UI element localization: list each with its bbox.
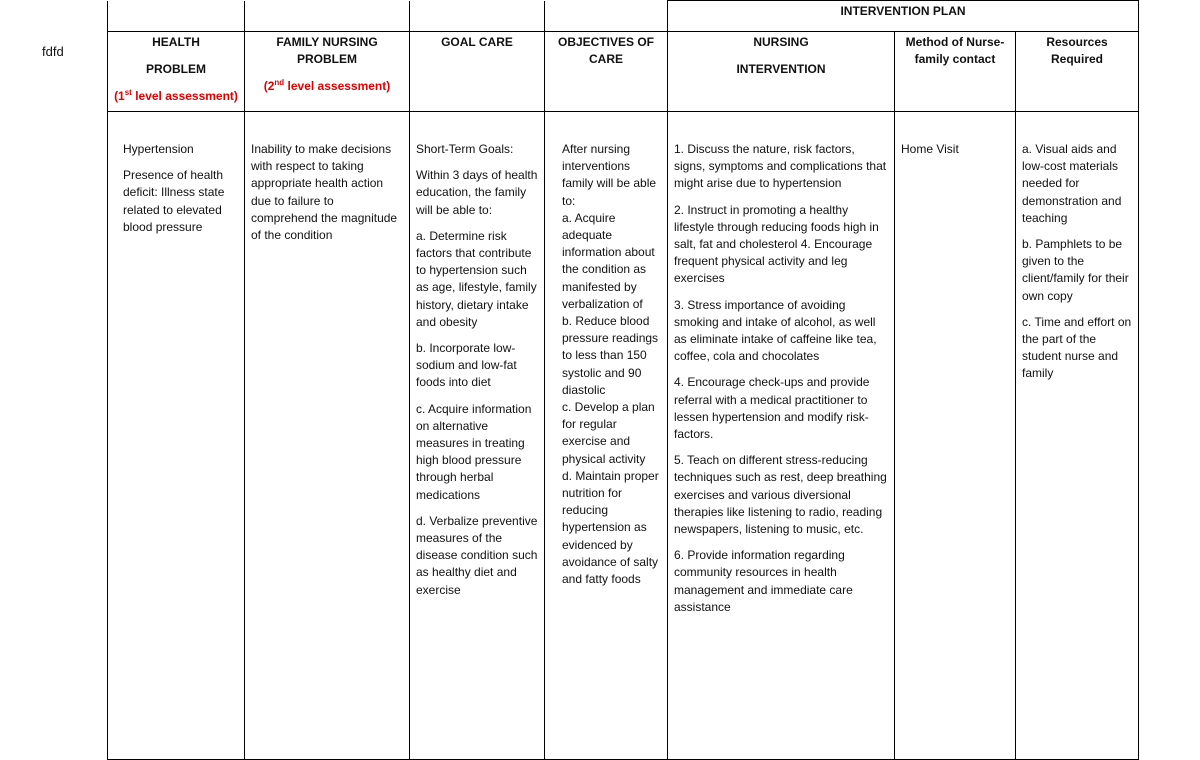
care-plan-table — [107, 0, 1139, 760]
header-cell-empty — [410, 1, 545, 32]
cell-paragraph: 2. Instruct in promoting a healthy lifestyle through reducing foods high in salt, fat and cholesterol 4. Encourage frequent physical activity and leg exercises — [674, 202, 879, 286]
header-cell-empty — [245, 1, 410, 32]
header-cell-empty — [545, 1, 668, 32]
side-note: fdfd — [42, 44, 64, 59]
family-nursing-problem-header — [245, 32, 410, 112]
header-line: FAMILY NURSING — [276, 35, 378, 49]
health-problem-cell — [108, 112, 245, 760]
cell-paragraph: 4. Encourage check-ups and provide referral with a medical practitioner to lessen hypertension and modify risk-factors. — [674, 375, 870, 442]
header-line: Method of Nurse- — [905, 35, 1005, 49]
resources-cell — [1016, 112, 1139, 760]
cell-paragraph: c. Develop a plan for regular exercise and physical activity — [562, 400, 655, 466]
cell-paragraph: d. Maintain proper nutrition for reducing hypertension as evidenced by avoidance of salty and fatty foods — [562, 468, 659, 587]
cell-paragraph: After nursing interventions family will be able to: — [562, 142, 657, 208]
intervention-plan-header: INTERVENTION PLAN — [668, 1, 1139, 32]
cell-paragraph: c. Time and effort on the part of the student nurse and family — [1022, 314, 1132, 381]
cell-paragraph: 6. Provide information regarding community resources in health management and immediate care assistance — [674, 548, 853, 614]
cell-paragraph: a. Visual aids and low-cost materials needed for demonstration and teaching — [1022, 142, 1122, 225]
cell-paragraph: 5. Teach on different stress-reducing techniques such as rest, deep breathing exercises and various diversional therapies like listening to radio, reading newspapers, listening to music, etc. — [674, 453, 887, 537]
nursing-intervention-header — [668, 32, 895, 112]
goal-care-header: GOAL CARE — [410, 32, 545, 112]
header-line: INTERVENTION — [736, 62, 826, 77]
assessment-level-note: (1st level assessment) — [114, 88, 238, 104]
header-line: PROBLEM — [297, 52, 357, 67]
header-line: OBJECTIVES OF — [557, 35, 655, 49]
cell-paragraph: c. Acquire information on alternative measures in treating high blood pressure through herbal medications — [416, 401, 532, 502]
cell-paragraph: b. Incorporate low-sodium and low-fat foods into diet — [416, 341, 517, 390]
cell-paragraph: 3. Stress importance of avoiding smoking and intake of alcohol, as well as eliminate intake of caffeine like tea, coffee, cola and chocolates — [674, 297, 877, 364]
nursing-intervention-cell — [668, 112, 895, 760]
cell-paragraph: 1. Discuss the nature, risk factors, signs, symptoms and complications that might arise due to hypertension — [674, 142, 887, 191]
cell-paragraph: Inability to make decisions with respect to taking appropriate health action due to failure to comprehend the magnitude of the condition — [251, 142, 398, 243]
resources-header: Resources Required — [1016, 32, 1139, 112]
cell-paragraph: a. Acquire adequate information about the condition as manifested by verbalization of — [562, 210, 655, 311]
header-cell-empty — [108, 1, 245, 32]
health-problem-header — [108, 32, 245, 112]
cell-paragraph: d. Verbalize preventive measures of the disease condition such as healthy diet and exercise — [416, 513, 538, 597]
objectives-header — [545, 32, 668, 112]
cell-paragraph: Presence of health deficit: Illness state related to elevated blood pressure — [123, 168, 225, 234]
cell-paragraph: Within 3 days of health education, the family will be able to: — [416, 168, 538, 217]
cell-paragraph: Short-Term Goals: — [416, 142, 514, 156]
header-line: HEALTH — [152, 35, 200, 49]
method-header — [895, 32, 1016, 112]
header-line: family contact — [914, 52, 996, 67]
assessment-level-note: (2nd level assessment) — [263, 78, 391, 94]
objectives-cell — [545, 112, 668, 760]
method-cell — [895, 112, 1016, 760]
header-line: PROBLEM — [146, 62, 206, 77]
cell-paragraph: b. Pamphlets to be given to the client/family for their own copy — [1022, 237, 1129, 303]
header-line: CARE — [588, 52, 623, 67]
cell-paragraph: a. Determine risk factors that contribute to hypertension such as age, lifestyle, family history, dietary intake and obesity — [416, 228, 537, 329]
cell-paragraph: Hypertension — [123, 142, 194, 156]
family-nursing-problem-cell — [245, 112, 410, 760]
cell-paragraph: b. Reduce blood pressure readings to less than 150 systolic and 90 diastolic — [562, 314, 659, 397]
cell-paragraph: Home Visit — [901, 142, 959, 156]
goal-care-cell — [410, 112, 545, 760]
header-line: NURSING — [753, 35, 809, 49]
